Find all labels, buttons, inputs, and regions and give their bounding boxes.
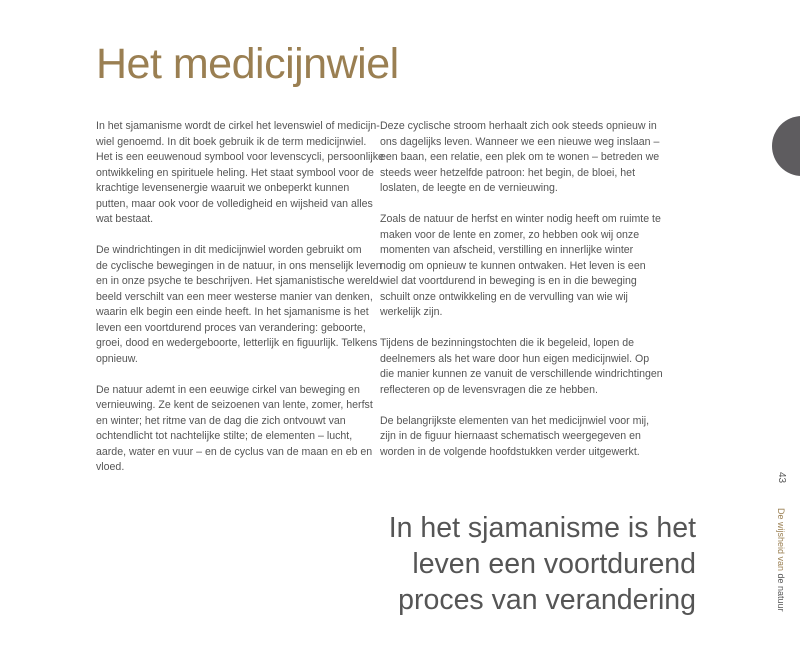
text-line: krachtige levensenergie waaruit we onbeperkt kunnen [96,182,350,194]
text-line: werkelijk zijn. [380,306,443,318]
paragraph [380,212,660,321]
right-column [380,119,663,476]
running-head [776,508,786,612]
text-line: leven een voortdurend proces van verandering: geboorte, [96,321,366,334]
text-line: Zoals de natuur de herfst en winter nodig heeft om ruimte te [380,213,661,225]
text-line: reflecteren op de levensvragen die ze hebben. [380,383,598,396]
text-line: wiel dat voortdurend in beweging is en in die beweging [380,275,637,287]
paragraph [96,383,373,476]
text-line: ons dagelijks leven. Wanneer we een nieuwe weg inslaan – [380,135,660,148]
text-line: zijn in de figuur hiernaast schematisch weergegeven en [380,430,641,442]
pull-quote [389,510,696,618]
chapter-thumb-tab [772,116,800,176]
paragraph [380,119,660,197]
text-line: steeds weer hetzelfde patroon: het begin, de bloei, het [380,166,636,179]
text-line: maken voor de lente en zomer, zo hebben ook wij onze [380,228,640,241]
running-head-part2: de natuur [776,571,786,612]
text-line: een baan, een relatie, een plek om te wonen – betreden we [380,151,660,163]
text-line: loslaten, de leegte en de vernieuwing. [380,182,558,194]
text-line: Deze cyclische stroom herhaalt zich ook steeds opnieuw in [380,120,657,132]
text-line: wat bestaat. [96,213,154,225]
text-line: vernieuwing. Ze kent de seizoenen van lente, zomer, herfst [96,399,373,411]
text-line: De belangrijkste elementen van het medicijnwiel voor mij, [380,414,650,427]
text-line: In het sjamanisme wordt de cirkel het levenswiel of medicijn- [96,120,380,132]
pull-quote-line: In het sjamanisme is het [388,512,696,544]
paragraph [96,119,384,228]
text-line: vloed. [96,461,125,473]
text-line: ochtendlicht tot nachtelijke stilte; de elementen – lucht, [96,430,353,442]
text-line: en in onze psyche te beschrijven. Het sjamanistische wereld- [96,275,383,287]
text-line: opnieuw. [96,352,138,365]
text-line: Het is een eeuwenoud symbool voor levenscycli, persoonlijke [96,151,384,163]
text-line: De natuur ademt in een eeuwige cirkel van beweging en [96,383,360,396]
text-line: momenten van afscheid, verstilling en innerlijke winter [380,244,634,256]
text-line: deelnemers als het ware door hun eigen medicijnwiel. Op [380,352,650,365]
text-line: die manier kunnen ze vanuit de verschillende windrichtingen [380,368,663,380]
text-line: ontwikkeling en spirituele heling. Het staat symbool voor de [96,166,374,179]
pull-quote-line: leven een voortdurend [412,548,696,580]
text-line: putten, maar ook voor de volledigheid en wijsheid van alles [96,197,373,210]
paragraph [380,414,660,461]
text-line: waarin elk begin een einde heeft. In het sjamanisme is het [96,306,369,318]
text-line: de cyclische bewegingen in de natuur, in ons menselijk leven [96,259,382,272]
text-line: aarde, water en vuur – en de cyclus van de maan en eb en [96,445,373,458]
paragraph [380,336,663,398]
text-line: Tijdens de bezinningstochten die ik begeleid, lopen de [380,337,635,349]
text-line: nodig om opnieuw te kunnen ontwaken. Het leven is een [380,259,646,272]
text-line: schuilt onze ontwikkeling en de vervulling van wie wij [380,290,628,303]
paragraph [96,243,383,367]
text-line: groei, dood en wedergeboorte, letterlijk en figuurlijk. Telkens [96,337,378,349]
page-title: Het medicijnwiel [96,40,399,88]
text-line: beeld verschilt van een meer westerse manier van denken, [96,290,373,303]
text-line: wiel genoemd. In dit boek gebruik ik de term medicijnwiel. [96,135,367,148]
text-line: worden in de volgende hoofdstukken verder uitgewerkt. [380,445,640,458]
text-line: en winter; het ritme van de dag die zich ontvouwt van [96,414,346,427]
pull-quote-line: proces van verandering [398,584,696,616]
running-head-part1: De wijsheid van [776,508,786,572]
page-number: 43 [776,471,788,484]
left-column [96,119,384,491]
text-line: De windrichtingen in dit medicijnwiel worden gebruikt om [96,244,362,256]
